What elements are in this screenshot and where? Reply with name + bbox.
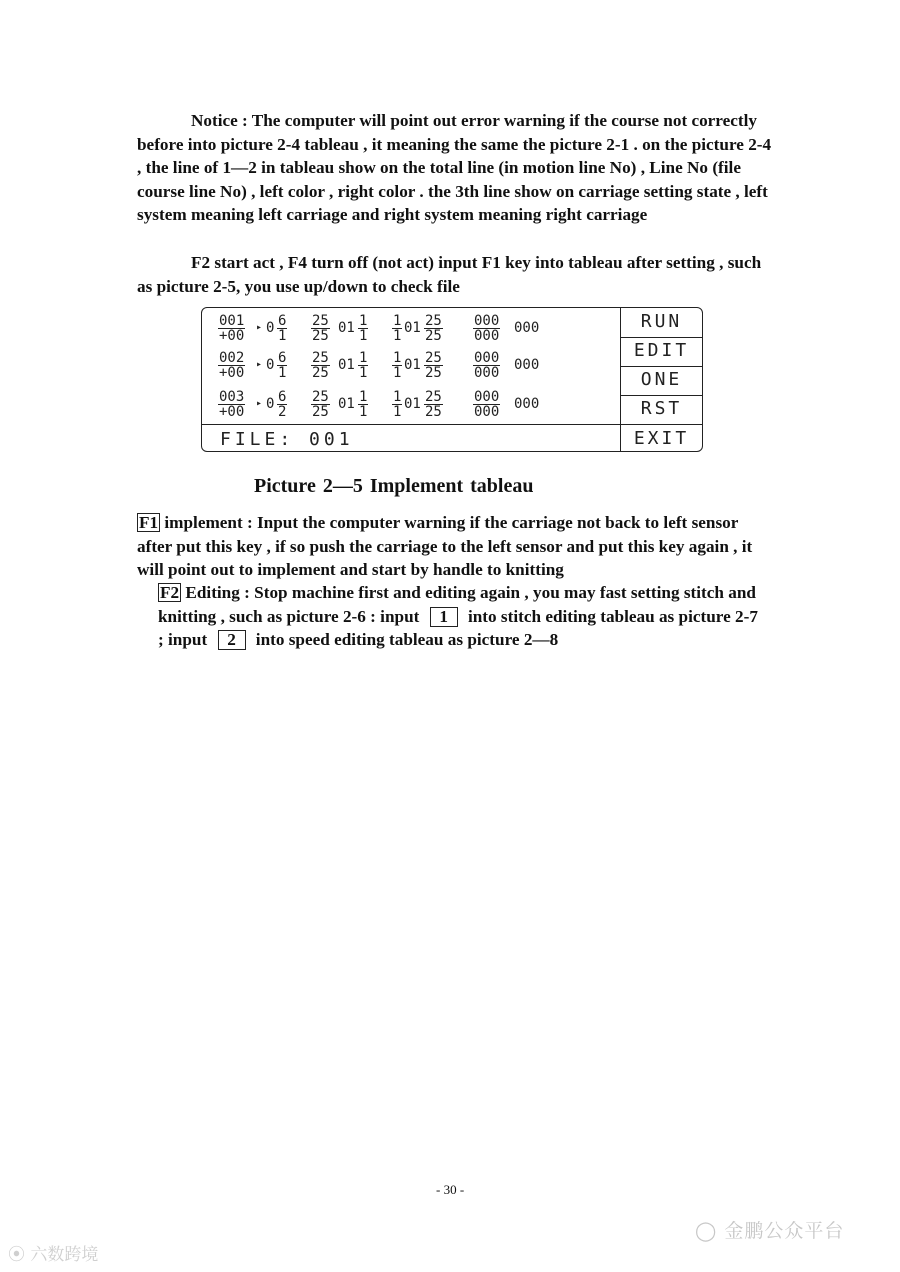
line-motion-fraction xyxy=(218,314,245,343)
wechat-icon: ◯ xyxy=(695,1220,718,1242)
f2-description-a: Editing : Stop machine first and editing again , you may fast setting stitch and knitting , such as picture 2-6 : input xyxy=(158,583,756,626)
lead-zero: 0 xyxy=(266,396,275,412)
counter-fraction-top: 000 xyxy=(474,389,500,405)
color-fraction xyxy=(277,351,287,380)
color-fraction xyxy=(277,390,287,419)
input-2-box: 2 xyxy=(218,630,246,650)
density-fraction-top: 25 xyxy=(312,313,329,329)
right-carriage-fraction xyxy=(392,314,402,343)
tail-value: 000 xyxy=(514,357,540,373)
right-density-fraction-top: 25 xyxy=(425,389,442,405)
counter-fraction-top: 000 xyxy=(474,313,500,329)
right-carriage-fraction-top: 1 xyxy=(393,350,402,366)
counter-fraction xyxy=(473,314,500,343)
right-carriage-fraction xyxy=(392,390,402,419)
right-carriage-fraction-top: 1 xyxy=(393,313,402,329)
density-fraction-top: 25 xyxy=(312,389,329,405)
right-density-fraction-top: 25 xyxy=(425,350,442,366)
counter-fraction xyxy=(473,351,500,380)
line-motion-fraction-top: 003 xyxy=(219,389,245,405)
logo-icon: ⦿ xyxy=(8,1245,25,1265)
watermark-right-text: 金鹏公众平台 xyxy=(724,1220,845,1242)
watermark-left-text: 六数跨境 xyxy=(30,1245,99,1265)
left-system-code: 01 xyxy=(338,357,355,373)
f2-description-b: into stitch editing tableau as picture 2-7 ; input xyxy=(158,606,758,650)
arrow-icon: ▸ xyxy=(256,359,263,370)
left-carriage-fraction xyxy=(358,351,368,380)
file-indicator: FILE: 001 xyxy=(220,429,354,450)
softkey-exit[interactable]: EXIT xyxy=(633,428,690,449)
right-carriage-fraction-bottom: 1 xyxy=(393,404,402,420)
watermark-left xyxy=(8,1240,98,1265)
counter-fraction-top: 000 xyxy=(474,350,500,366)
softkey-edit[interactable]: EDIT xyxy=(633,340,690,361)
figure-caption: Picture 2—5 Implement tableau xyxy=(254,475,534,497)
right-system-code: 01 xyxy=(404,357,421,373)
counter-fraction-bottom: 000 xyxy=(474,404,500,420)
line-motion-fraction xyxy=(218,390,245,419)
f2-key-label: F2 xyxy=(160,583,180,602)
right-system-code: 01 xyxy=(404,396,421,412)
softkey-run[interactable]: RUN xyxy=(640,311,683,332)
line-motion-fraction-bottom: +00 xyxy=(219,404,245,420)
f2-start-paragraph: F2 start act , F4 turn off (not act) input F1 key into tableau after setting , such as picture 2-5, you use up/down to check file xyxy=(137,253,762,296)
left-carriage-fraction-bottom: 1 xyxy=(359,365,368,381)
arrow-icon: ▸ xyxy=(256,398,263,409)
color-fraction-top: 6 xyxy=(278,313,287,329)
right-density-fraction xyxy=(424,314,443,343)
left-system-code: 01 xyxy=(338,396,355,412)
right-density-fraction-bottom: 25 xyxy=(425,404,442,420)
density-fraction-bottom: 25 xyxy=(312,365,329,381)
left-carriage-fraction-bottom: 1 xyxy=(359,328,368,344)
right-density-fraction-bottom: 25 xyxy=(425,328,442,344)
right-density-fraction-bottom: 25 xyxy=(425,365,442,381)
color-fraction-bottom: 1 xyxy=(278,365,287,381)
implement-tableau-display xyxy=(201,307,703,452)
left-carriage-fraction-top: 1 xyxy=(359,350,368,366)
f1-paragraph xyxy=(137,511,777,582)
softkey-divider xyxy=(621,424,702,425)
f1-key-label: F1 xyxy=(139,513,159,532)
softkey-one[interactable]: ONE xyxy=(640,369,683,390)
tail-value: 000 xyxy=(514,320,540,336)
file-line xyxy=(202,424,622,454)
density-fraction xyxy=(311,351,330,380)
watermark-right xyxy=(695,1216,844,1243)
softkey-divider xyxy=(621,337,702,338)
right-system-code: 01 xyxy=(404,320,421,336)
density-fraction-bottom: 25 xyxy=(312,404,329,420)
left-carriage-fraction-top: 1 xyxy=(359,389,368,405)
line-motion-fraction-bottom: +00 xyxy=(219,365,245,381)
lead-zero: 0 xyxy=(266,320,275,336)
arrow-icon: ▸ xyxy=(256,322,263,333)
left-carriage-fraction xyxy=(358,390,368,419)
right-carriage-fraction xyxy=(392,351,402,380)
left-carriage-fraction-top: 1 xyxy=(359,313,368,329)
color-fraction-top: 6 xyxy=(278,350,287,366)
color-fraction-bottom: 1 xyxy=(278,328,287,344)
color-fraction-bottom: 2 xyxy=(278,404,287,420)
f2-description-c: into speed editing tableau as picture 2—8 xyxy=(251,630,559,650)
color-fraction-top: 6 xyxy=(278,389,287,405)
left-carriage-fraction-bottom: 1 xyxy=(359,404,368,420)
density-fraction-bottom: 25 xyxy=(312,328,329,344)
counter-fraction-bottom: 000 xyxy=(474,365,500,381)
line-motion-fraction-top: 001 xyxy=(219,313,245,329)
right-carriage-fraction-top: 1 xyxy=(393,389,402,405)
line-motion-fraction-top: 002 xyxy=(219,350,245,366)
page-number: - 30 - xyxy=(436,1182,465,1197)
line-motion-fraction-bottom: +00 xyxy=(219,328,245,344)
tail-value: 000 xyxy=(514,396,540,412)
density-fraction xyxy=(311,390,330,419)
softkey-rst[interactable]: RST xyxy=(640,398,683,419)
color-fraction xyxy=(277,314,287,343)
right-density-fraction xyxy=(424,351,443,380)
counter-fraction xyxy=(473,390,500,419)
left-system-code: 01 xyxy=(338,320,355,336)
density-fraction xyxy=(311,314,330,343)
f2-paragraph xyxy=(158,581,758,652)
right-density-fraction xyxy=(424,390,443,419)
right-density-fraction-top: 25 xyxy=(425,313,442,329)
density-fraction-top: 25 xyxy=(312,350,329,366)
softkey-divider xyxy=(621,395,702,396)
counter-fraction-bottom: 000 xyxy=(474,328,500,344)
softkey-divider xyxy=(621,366,702,367)
right-carriage-fraction-bottom: 1 xyxy=(393,328,402,344)
right-carriage-fraction-bottom: 1 xyxy=(393,365,402,381)
f1-description: implement : Input the computer warning if the carriage not back to left sensor after put this key , if so push the carriage to the left sensor and put this key again , it will point out to implement and start by handle to knitting xyxy=(137,513,753,580)
notice-paragraph: Notice : The computer will point out error warning if the course not correctly before into picture 2-4 tableau , it meaning the same the picture 2-1 . on the picture 2-4 , the line of 1—2 in tableau show on the total line (in motion line No) , Line No (file course line No) , left color , right color . the 3th line show on carriage setting state , left system meaning left carriage and right system meaning right carriage xyxy=(137,111,772,225)
lead-zero: 0 xyxy=(266,357,275,373)
input-1-box: 1 xyxy=(430,607,458,627)
line-motion-fraction xyxy=(218,351,245,380)
left-carriage-fraction xyxy=(358,314,368,343)
softkey-column xyxy=(620,308,702,451)
